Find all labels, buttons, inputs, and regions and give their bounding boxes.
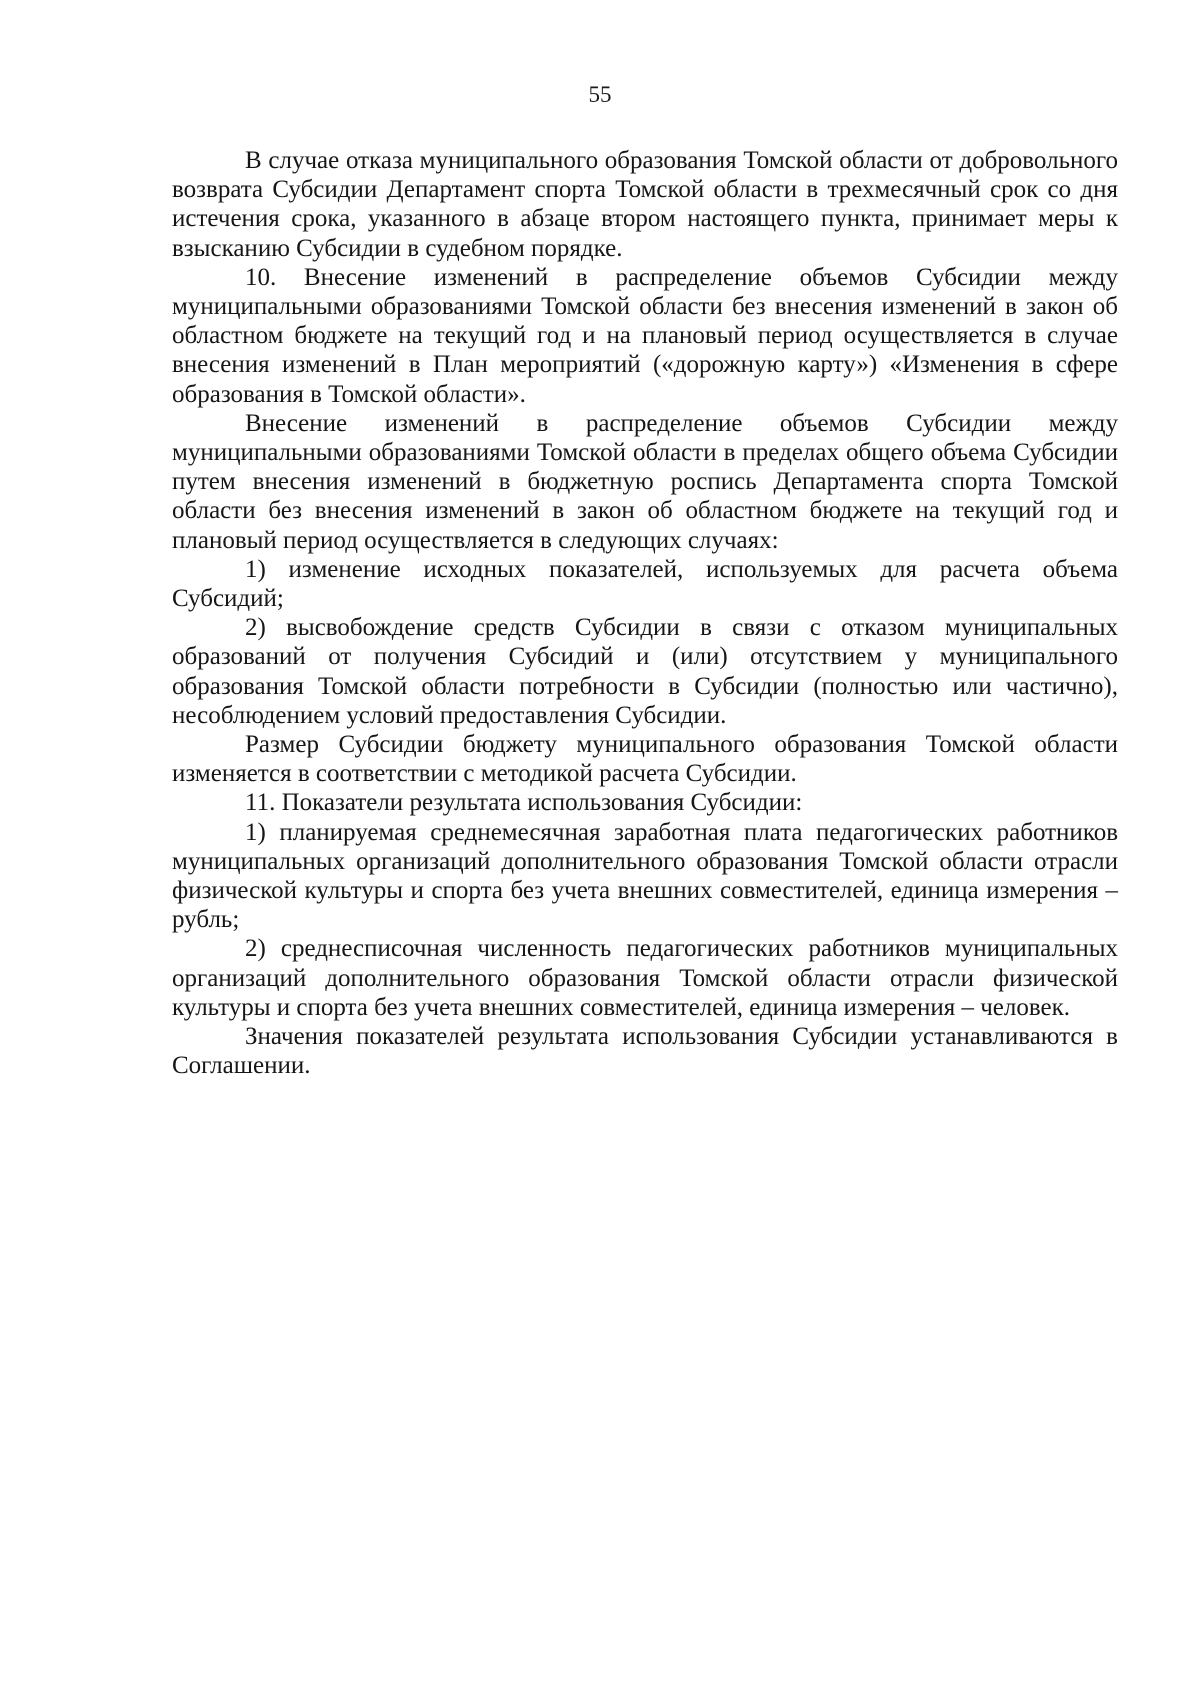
paragraph-indicator-2: 2) среднесписочная численность педагогических работников муниципальных организаций дополнительного образования Томской области отрасли физической культуры и спорта без учета внешних совместителей, единица измерения – человек. [172,935,1118,1021]
paragraph-refund-refusal: В случае отказа муниципального образования Томской области от добровольного возврата Субсидии Департамент спорта Томской области в трехмесячный срок со дня истечения срока, указанного в абзаце втором настоящего пункта, принимает меры к взысканию Субсидии в судебном порядке. [172,147,1118,262]
paragraph-item-10: 10. Внесение изменений в распределение объемов Субсидии между муниципальными образованиями Томской области без внесения изменений в закон об областном бюджете на текущий год и на плановый период осуществляется в случае внесения изменений в План мероприятий («дорожную карту») «Изменения в сфере образования в Томской области». [172,263,1118,408]
paragraph-distribution-changes: Внесение изменений в распределение объемов Субсидии между муниципальными образованиями Томской области в пределах общего объема Субсидии путем внесения изменений в бюджетную роспись Департамента спорта Томской области без внесения изменений в закон об областном бюджете на текущий год и плановый период осуществляется в следующих случаях: [172,409,1118,554]
paragraph-case-1: 1) изменение исходных показателей, используемых для расчета объема Субсидий; [172,555,1118,613]
document-body [172,146,1118,1081]
paragraph-indicator-values: Значения показателей результата использования Субсидии устанавливаются в Соглашении. [172,1023,1118,1080]
paragraph-item-11: 11. Показатели результата использования Субсидии: [245,789,803,817]
paragraph-subsidy-size: Размер Субсидии бюджету муниципального образования Томской области изменяется в соответствии с методикой расчета Субсидии. [172,731,1118,788]
paragraph-case-2: 2) высвобождение средств Субсидии в связи с отказом муниципальных образований от получения Субсидий и (или) отсутствием у муниципального образования Томской области потребности в Субсидии (полностью или частично), несоблюдением условий предоставления Субсидии. [172,614,1118,729]
page-number: 55 [588,82,612,107]
paragraph-indicator-1: 1) планируемая среднемесячная заработная плата педагогических работников муниципальных организаций дополнительного образования Томской области отрасли физической культуры и спорта без учета внешних совместителей, единица измерения – рубль; [172,818,1118,934]
